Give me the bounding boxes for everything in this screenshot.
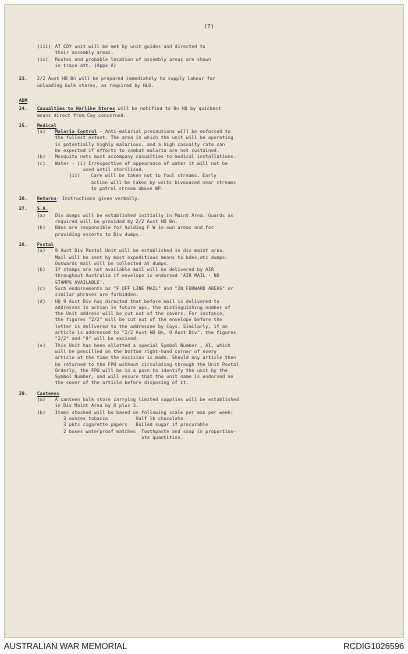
paragraph-text: will be notified to Bn HQ by quickest means direct from Coy concerned. bbox=[37, 107, 221, 119]
paragraph-text: 9 Aust Div Postal Unit will be established in div maint area. Mail will be sent by most expeditious means to bdes,etc dumps. Outwards mail will be collected at dumps. bbox=[55, 249, 228, 267]
paragraph-text: Bdes are responsible for holding F W in own areas and for providing escorts to Div dumps. bbox=[55, 226, 214, 238]
sub-paragraph-label: (a) bbox=[37, 213, 46, 219]
sub-paragraph bbox=[19, 130, 399, 155]
sub-paragraph bbox=[19, 398, 399, 411]
paragraph-number: 27. bbox=[19, 207, 28, 213]
paragraph-number: 26. bbox=[19, 197, 28, 203]
paragraph-text: Items stocked will be based on following scale per man per week: 3 ounces tobacco Half lb chocolate 3 pkts cigarette papers Boiled sugar if procurable 2 boxes waterproof matches Toothpaste and soap in proportion- ate quantities. bbox=[55, 410, 237, 441]
sub-paragraph bbox=[19, 344, 399, 388]
paragraph-text: 2/2 Aust HD Bn will be prepared immediately to supply labour for unloading bulk stores, as required by HLO. bbox=[37, 77, 216, 89]
paragraph-number: 24. bbox=[19, 107, 28, 113]
paragraph-heading: Casualties to Harlike Stores bbox=[37, 107, 115, 113]
paragraph-text: - Anti-malarial precautions will be enforced to the fullest extent. The area in which the unit will be operating is potentially highly malarious, and a high casualty rate can be expected if efforts to combat malaria are not sustained. bbox=[55, 130, 234, 155]
paragraph-heading: Canteens bbox=[37, 391, 60, 397]
paragraph-text: Water - (i) Irrespective of appearance of water it will not be used until sterilised. bbox=[55, 161, 228, 173]
sub-paragraph-label: (a) bbox=[37, 398, 46, 404]
archive-reference: RCDIG1026596 bbox=[343, 641, 404, 651]
sub-paragraph-label: (c) bbox=[37, 161, 46, 167]
paragraph-text: Routes and probable location of assembly areas are shown in trace att. (Appx A) bbox=[55, 57, 211, 70]
sub-paragraph bbox=[19, 58, 399, 71]
sub-paragraph bbox=[19, 45, 399, 58]
sub-paragraph-label: (e) bbox=[37, 343, 46, 349]
sub-paragraph bbox=[19, 249, 399, 268]
spacer bbox=[19, 90, 399, 97]
sub-paragraph bbox=[19, 411, 399, 442]
sub-paragraph bbox=[19, 300, 399, 344]
paragraph-text: Care will be taken not to foul streams. Early action will be taken by units bivouaced near streams to patrol stream above WP. bbox=[91, 174, 236, 192]
sub-paragraph-label: (iii) bbox=[37, 45, 51, 51]
archive-footer bbox=[0, 638, 408, 654]
paragraph-number: 28. bbox=[19, 242, 28, 248]
paragraph-number: 25. bbox=[19, 123, 28, 129]
paragraph-text: AT COY unit will be met by unit guides and directed to their assembly areas. bbox=[55, 45, 206, 57]
section-heading: ADM bbox=[19, 98, 28, 104]
paragraph-heading: Medical bbox=[37, 123, 57, 129]
paragraph-text: Such endorsements as "F OFF LINE MAIL" and "IN FORWARD AREAS" or similar phrases are forbidden. bbox=[55, 286, 234, 299]
paragraph-text: A canteen bulk store carrying limited supplies will be established in Div Maint Area by D plus 3. bbox=[55, 398, 239, 410]
archive-name: AUSTRALIAN WAR MEMORIAL bbox=[4, 641, 127, 651]
sub-paragraph-label: (d) bbox=[37, 299, 46, 305]
sub-paragraph bbox=[19, 268, 399, 287]
sub-paragraph-label: (iv) bbox=[37, 57, 49, 63]
sub-paragraph bbox=[19, 214, 399, 227]
page-number: (7) bbox=[203, 23, 215, 30]
sub-paragraph-label: (c) bbox=[37, 286, 46, 292]
paragraph-text: If stamps are not available mail will be delivered by AIR throughout Australia if envelope is endorsed 'AIR MAIL - NO STAMPS AVAILABLE'. bbox=[55, 268, 220, 286]
paragraph-text: This Unit has been allotted a special Symbol Number , A1, which will be pencilled on the bottom right-hand corner of every article at the time the excision is made. Should any article then be returned to the FPO without circulating through the Unit Postal Orderly, the FPO will be in a posn to identify the unit by the Symbol Number, and will ensure that the unit name is endorsed on the cover of the article before disposing of it. bbox=[55, 343, 239, 387]
numbered-paragraph bbox=[19, 107, 399, 120]
sub-paragraph-label: (b) bbox=[37, 268, 46, 274]
paragraph-number: 23. bbox=[19, 77, 28, 83]
paragraph-heading: Returns bbox=[37, 197, 57, 203]
sub-paragraph bbox=[19, 287, 399, 300]
sub-paragraph-label: (b) bbox=[37, 155, 46, 161]
sub-paragraph-label: (ii) bbox=[69, 174, 81, 180]
numbered-paragraph bbox=[19, 197, 399, 203]
paragraph-text: HQ 9 Aust Div has directed that before mail is delivered to addresses in action in future ops, the distinguishing number of the Unit address will be cut out of the covers. For instance, the figures "2/2" will be cut out of the envelope before the letter is delivered to the addressee by Coys. Similarly, if an article is addressed to "2/2 Aust HD Bn, 9 Aust Div", the figures "2/2" and "9" will be excised. bbox=[55, 299, 237, 343]
sub-paragraph bbox=[19, 226, 399, 239]
paragraph-text: Div dumps will be established initially in Maint Area. Guards as required will be provided by 2/2 Aust HD Bn. bbox=[55, 213, 234, 226]
document-page bbox=[4, 4, 404, 638]
sub-sub-paragraph bbox=[19, 174, 399, 193]
paragraph-text: - Instructions given verbally. bbox=[56, 197, 141, 203]
sub-paragraph-label: (a) bbox=[37, 249, 46, 255]
sub-paragraph bbox=[19, 162, 399, 175]
paragraph-text: Mosquito nets must accompany casualties to medical installations. bbox=[55, 155, 237, 161]
paragraph-heading: S.A. bbox=[37, 207, 49, 213]
paragraph-number: 29. bbox=[19, 391, 28, 397]
document-body bbox=[19, 10, 399, 455]
sub-paragraph-label: (b) bbox=[37, 410, 46, 416]
paragraph-heading: Postal bbox=[37, 242, 54, 248]
document-content bbox=[19, 45, 399, 442]
paragraph-heading: Malaria Control bbox=[55, 130, 97, 136]
sub-paragraph-label: (a) bbox=[37, 130, 46, 136]
sub-paragraph-label: (b) bbox=[37, 226, 46, 232]
numbered-paragraph bbox=[19, 77, 399, 90]
